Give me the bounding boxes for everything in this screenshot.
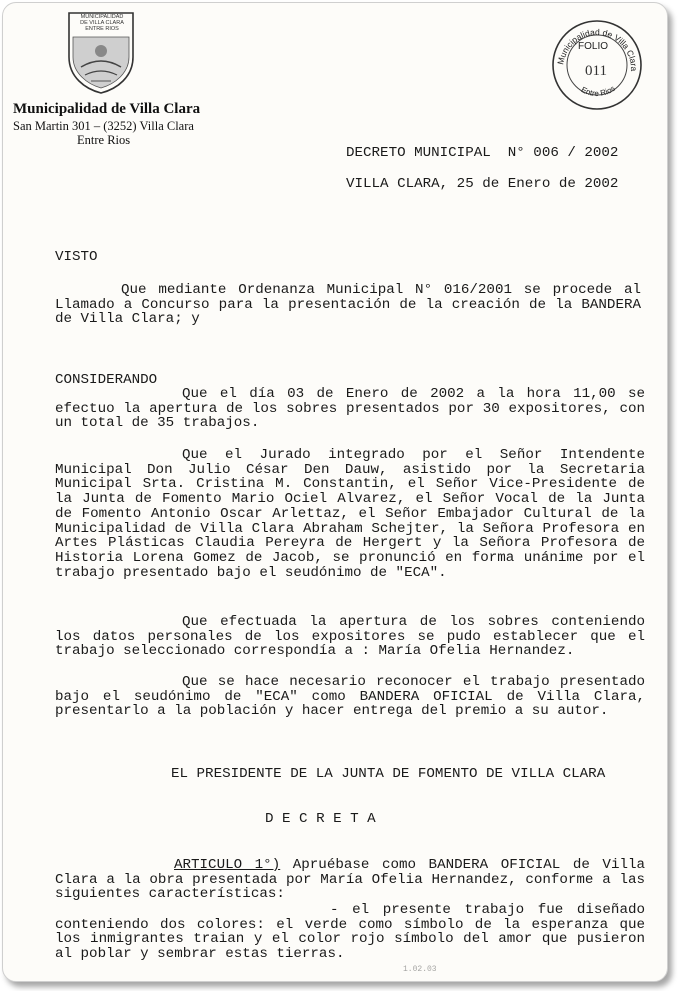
seal-folio-number: 011: [585, 63, 607, 79]
seal-ring-text: Municipalidad de Villa Clara: [555, 26, 640, 72]
president-line: EL PRESIDENTE DE LA JUNTA DE FOMENTO DE VILLA CLARA: [171, 766, 606, 782]
considerando-paragraph-4: Que se hace necesario reconocer el trabajo presentado bajo el seudónimo de "ECA" como BANDERA OFICIAL de Villa Clara, presentarlo a la población y hacer entrega del premio a su autor.: [55, 674, 645, 720]
visto-heading: VISTO: [55, 249, 98, 265]
seal-folio-label: FOLIO: [578, 41, 609, 52]
considerando-paragraph-3: Que efectuada la apertura de los sobres conteniendo los datos personales de los expositores se pudo establecer que el trabajo seleccionado correspondía a : María Ofelia Hernandez.: [55, 614, 645, 660]
municipality-province: Entre Rios: [77, 133, 131, 147]
municipality-name: Municipalidad de Villa Clara: [13, 101, 201, 117]
decreta-heading: D E C R E T A: [265, 811, 376, 827]
document-page: [2, 2, 668, 982]
article-1: [55, 858, 645, 902]
visto-paragraph: Que mediante Ordenanza Municipal N° 016/2001 se procede al Llamado a Concurso para la presentación de la creación de la BANDERA de Villa Clara; y: [55, 282, 641, 328]
decree-date: VILLA CLARA, 25 de Enero de 2002: [346, 176, 619, 192]
footer-mark: 1.02.03: [403, 965, 437, 974]
considerando-heading: CONSIDERANDO: [55, 372, 158, 388]
considerando-paragraph-2: Que el Jurado integrado por el Señor Intendente Municipal Don Julio César Den Dauw, asistido por la Secretaria Municipal Srta. Cristina M. Constantin, el Señor Vice-Presidente de la Junta de Fomento Mario Ociel Alvarez, el Señor Vocal de la Junta de Fomento Antonio Oscar Arlettaz, el Señor Embajador Cultural de la Municipalidad de Villa Clara Abraham Schejter, la Señora Profesora en Artes Plásticas Claudia Pereyra de Hergert y la Señora Profesora de Historia Lorena Gomez de Jacob, se pronunció en forma unánime por el trabajo presentado bajo el seudónimo de "ECA".: [55, 447, 645, 581]
municipality-address: San Martin 301 – (3252) Villa Clara: [13, 119, 194, 133]
decree-number: DECRETO MUNICIPAL N° 006 / 2002: [346, 145, 619, 161]
article-1-item: - el presente trabajo fue diseñado conteniendo dos colores: el verde como símbolo de la esperanza que los inmigrantes traian y el color rojo símbolo del amor que pusieron al poblar y sembrar estas tierras.: [55, 902, 645, 963]
article-1-label: ARTICULO 1°): [174, 857, 281, 873]
considerando-paragraph-1: Que el día 03 de Enero de 2002 a la hora 11,00 se efectuo la apertura de los sobres presentados por 30 expositores, con un total de 35 trabajos.: [55, 386, 645, 432]
svg-text:Entre Rios: [580, 84, 617, 98]
article-1-text: Apruébase como BANDERA OFICIAL de Villa Clara a la obra presentada por María Ofelia Hernandez, conforme a las siguientes características:: [55, 857, 646, 903]
shield-text: MUNICIPALIDAD DE VILLA CLARA ENTRE RIOS: [80, 14, 124, 32]
seal-bottom-text: Entre Rios: [579, 83, 617, 99]
